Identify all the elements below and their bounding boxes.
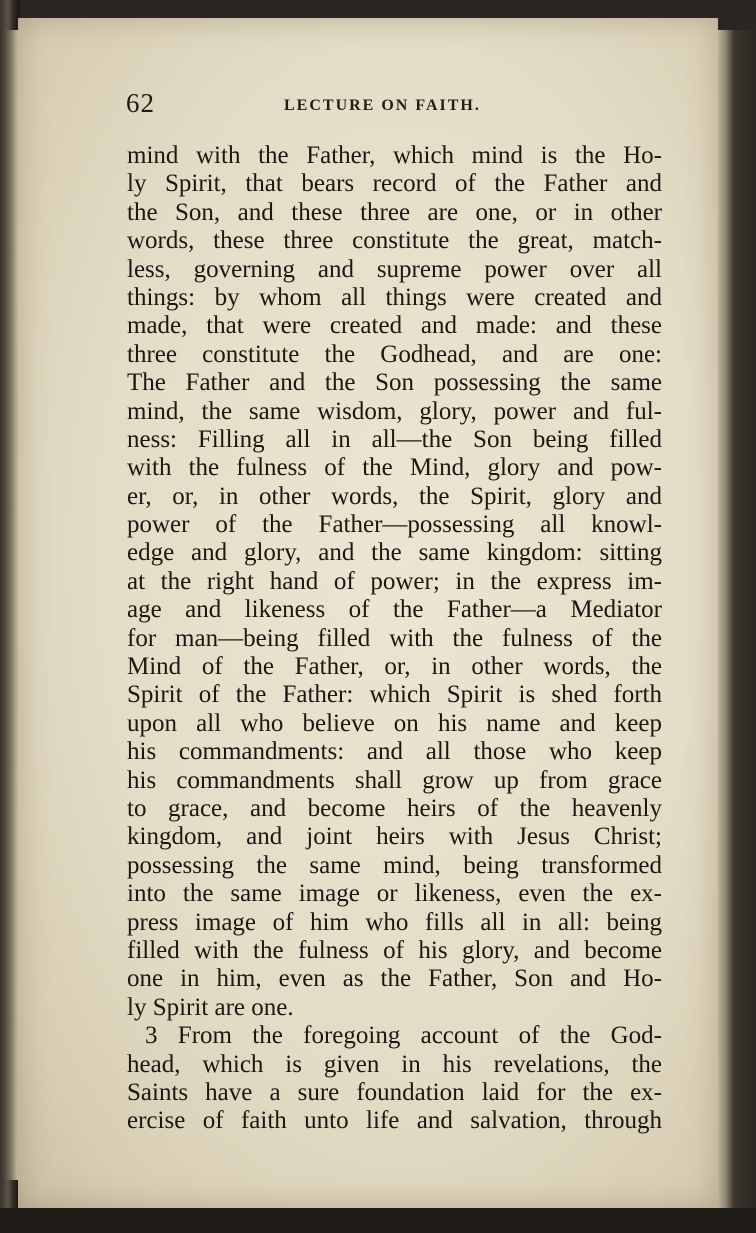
text-line: head, which is given in his revelations, the xyxy=(127,1050,662,1078)
text-line: his commandments shall grow up from grace xyxy=(127,766,662,794)
text-line: at the right hand of power; in the express im- xyxy=(127,567,662,595)
text-line: edge and glory, and the same kingdom: sitting xyxy=(127,539,662,567)
text-line: ercise of faith unto life and salvation, through xyxy=(127,1107,662,1135)
text-line: upon all who believe on his name and keep xyxy=(127,709,662,737)
text-line: things: by whom all things were created and xyxy=(127,283,662,311)
text-line: the Son, and these three are one, or in other xyxy=(127,198,662,226)
text-line: ly Spirit, that bears record of the Father and xyxy=(127,170,662,198)
text-line: press image of him who fills all in all: being xyxy=(127,908,662,936)
text-line: ness: Filling all in all—the Son being filled xyxy=(127,425,662,453)
text-line: words, these three constitute the great, match- xyxy=(127,227,662,255)
text-line: er, or, in other words, the Spirit, glory and xyxy=(127,482,662,510)
text-line: into the same image or likeness, even the ex- xyxy=(127,880,662,908)
text-line: kingdom, and joint heirs with Jesus Christ; xyxy=(127,823,662,851)
text-line-paragraph-start: 3 From the foregoing account of the God- xyxy=(145,1022,662,1050)
text-line: Saints have a sure foundation laid for the ex- xyxy=(127,1078,662,1106)
body-text xyxy=(127,142,662,1136)
text-line: The Father and the Son possessing the same xyxy=(127,369,662,397)
text-line: made, that were created and made: and these xyxy=(127,312,662,340)
text-line: one in him, even as the Father, Son and Ho- xyxy=(127,965,662,993)
text-line: with the fulness of the Mind, glory and pow- xyxy=(127,454,662,482)
running-head: LECTURE ON FAITH. xyxy=(284,97,481,114)
text-line: mind, the same wisdom, glory, power and ful- xyxy=(127,397,662,425)
bottom-shadow xyxy=(0,1208,756,1233)
text-line: Spirit of the Father: which Spirit is shed forth xyxy=(127,681,662,709)
text-line: filled with the fulness of his glory, and become xyxy=(127,936,662,964)
text-line-paragraph-end: ly Spirit are one. xyxy=(127,993,294,1021)
text-line: three constitute the Godhead, and are one: xyxy=(127,340,662,368)
text-line: less, governing and supreme power over all xyxy=(127,255,662,283)
page-header xyxy=(126,88,666,128)
text-line: mind with the Father, which mind is the Ho- xyxy=(127,142,662,169)
text-line: possessing the same mind, being transformed xyxy=(127,851,662,879)
page-number: 62 xyxy=(126,88,155,118)
text-line: his commandments: and all those who keep xyxy=(127,738,662,766)
text-line: for man—being filled with the fulness of the xyxy=(127,624,662,652)
text-line: power of the Father—possessing all knowl- xyxy=(127,511,662,539)
text-line: Mind of the Father, or, in other words, the xyxy=(127,653,662,681)
text-line: age and likeness of the Father—a Mediator xyxy=(127,596,662,624)
text-line: to grace, and become heirs of the heavenly xyxy=(127,794,662,822)
page-edges xyxy=(712,30,756,1210)
